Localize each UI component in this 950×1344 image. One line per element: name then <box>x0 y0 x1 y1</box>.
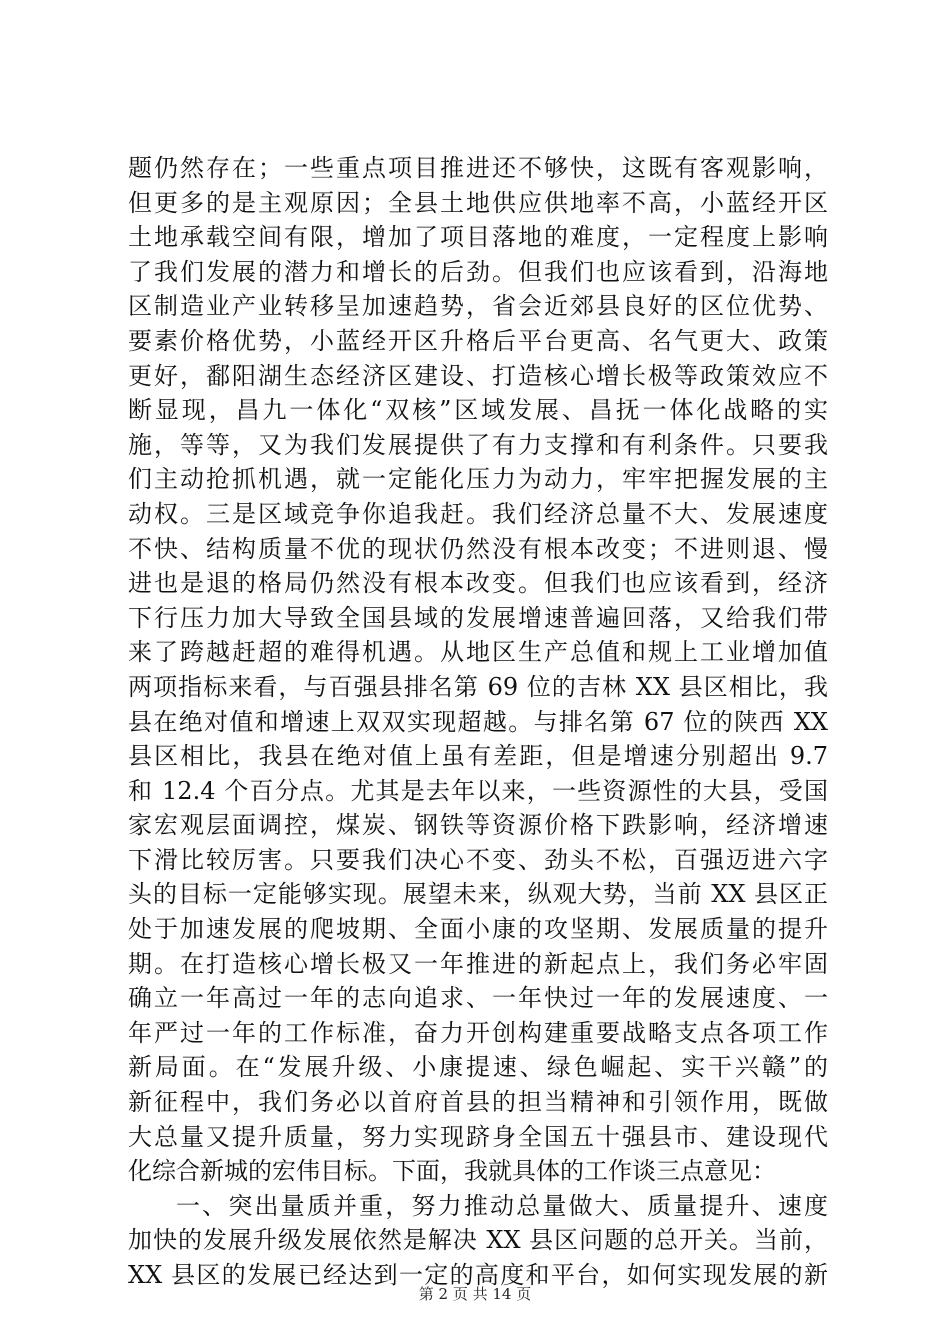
text-line: 下滑比较厉害。只要我们决心不变、劲头不松，百强迈进六字 <box>128 845 828 874</box>
text-line: 确立一年高过一年的志向追求、一年快过一年的发展速度、一 <box>128 984 828 1013</box>
paragraph-end-line: 化综合新城的宏伟目标。下面，我就具体的工作谈三点意见： <box>128 1157 776 1186</box>
body-text <box>128 151 828 1293</box>
text-line: 不快、结构质量不优的现状仍然没有根本改变；不进则退、慢 <box>128 534 828 563</box>
text-line: 区制造业产业转移呈加速趋势，省会近郊县良好的区位优势、 <box>128 292 828 321</box>
text-line: 但更多的是主观原因；全县土地供应供地率不高，小蓝经开区 <box>128 188 828 217</box>
text-line: 头的目标一定能够实现。展望未来，纵观大势，当前 XX 县区正 <box>128 880 828 909</box>
text-line: 和 12.4 个百分点。尤其是去年以来，一些资源性的大县，受国 <box>128 776 828 805</box>
text-line: 县在绝对值和增速上双双实现超越。与排名第 67 位的陕西 XX <box>128 707 828 736</box>
text-line: 更好，鄱阳湖生态经济区建设、打造核心增长极等政策效应不 <box>128 361 828 390</box>
text-line: 大总量又提升质量，努力实现跻身全国五十强县市、建设现代 <box>128 1122 828 1151</box>
text-line: 下行压力加大导致全国县域的发展增速普遍回落，又给我们带 <box>128 603 828 632</box>
text-line: 断显现，昌九一体化“双核”区域发展、昌抚一体化战略的实 <box>128 396 828 425</box>
text-line: 土地承载空间有限，增加了项目落地的难度，一定程度上影响 <box>128 223 828 252</box>
text-line: 两项指标来看，与百强县排名第 69 位的吉林 XX 县区相比，我 <box>128 672 828 701</box>
text-line: 要素价格优势，小蓝经开区升格后平台更高、名气更大、政策 <box>128 326 828 355</box>
text-line: 进也是退的格局仍然没有根本改变。但我们也应该看到，经济 <box>128 569 828 598</box>
text-line: 处于加速发展的爬坡期、全面小康的攻坚期、发展质量的提升 <box>128 915 828 944</box>
text-line: 动权。三是区域竞争你追我赶。我们经济总量不大、发展速度 <box>128 499 828 528</box>
text-line: 新局面。在“发展升级、小康提速、绿色崛起、实干兴赣”的 <box>128 1053 828 1082</box>
page-footer: 第 2 页 共 14 页 <box>418 1285 532 1303</box>
text-line: 施，等等，又为我们发展提供了有力支撑和有利条件。只要我 <box>128 430 828 459</box>
text-line: XX 县区的发展已经达到一定的高度和平台，如何实现发展的新 <box>128 1261 828 1289</box>
section-heading-line: 一、突出量质并重，努力推动总量做大、质量提升、速度 <box>176 1191 828 1220</box>
text-line: 家宏观层面调控，煤炭、钢铁等资源价格下跌影响，经济增速 <box>128 811 828 840</box>
text-line: 期。在打造核心增长极又一年推进的新起点上，我们务必牢固 <box>128 949 828 978</box>
text-line: 县区相比，我县在绝对值上虽有差距，但是增速分别超出 9.7 <box>128 742 828 771</box>
text-line: 们主动抢抓机遇，就一定能化压力为动力，牢牢把握发展的主 <box>128 465 828 494</box>
text-line: 了我们发展的潜力和增长的后劲。但我们也应该看到，沿海地 <box>128 257 828 286</box>
text-line: 题仍然存在；一些重点项目推进还不够快，这既有客观影响， <box>128 154 828 182</box>
text-line: 来了跨越赶超的难得机遇。从地区生产总值和规上工业增加值 <box>128 638 828 667</box>
text-line: 加快的发展升级发展依然是解决 XX 县区问题的总开关。当前， <box>128 1226 828 1255</box>
text-line: 新征程中，我们务必以首府首县的担当精神和引领作用，既做 <box>128 1088 828 1117</box>
text-line: 年严过一年的工作标准，奋力开创构建重要战略支点各项工作 <box>128 1018 828 1047</box>
